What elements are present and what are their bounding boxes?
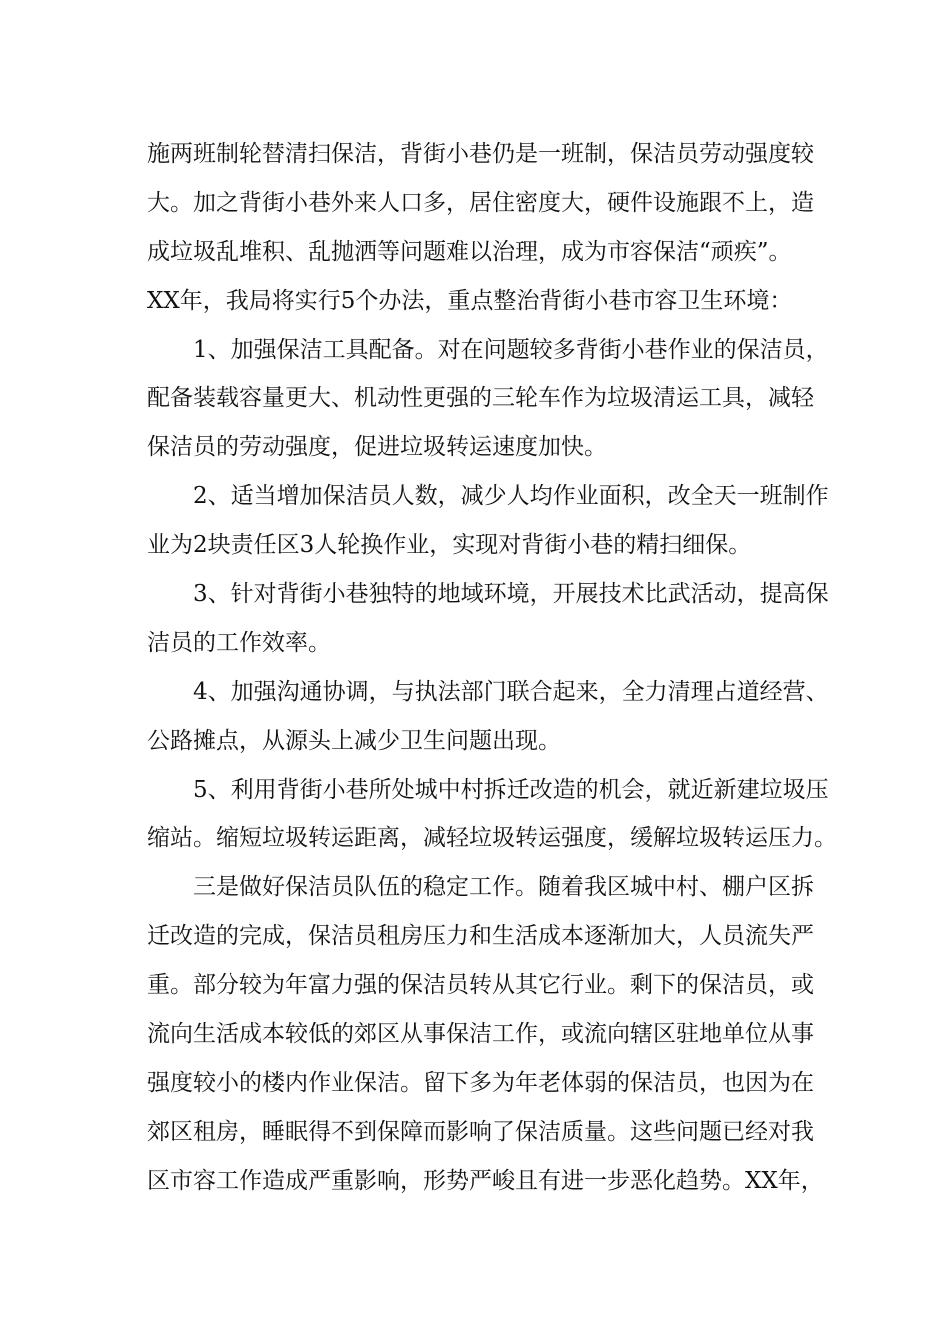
text-line: 配备装载容量更大、机动性更强的三轮车作为垃圾清运工具，减轻	[147, 385, 814, 412]
text-line: 5、利用背街小巷所处城中村拆迁改造的机会，就近新建垃圾压	[193, 776, 829, 803]
text-line: 三是做好保洁员队伍的稳定工作。随着我区城中村、棚户区拆	[193, 874, 814, 901]
text-line: 保洁员的劳动强度，促进垃圾转运速度加快。	[147, 434, 607, 461]
text-line: 成垃圾乱堆积、乱抛洒等问题难以治理，成为市容保洁“顽疾”。	[147, 238, 792, 265]
text-line: 3、针对背街小巷独特的地域环境，开展技术比武活动，提高保	[193, 581, 829, 608]
text-line: 大。加之背街小巷外来人口多，居住密度大，硬件设施跟不上，造	[147, 189, 814, 216]
text-line: 4、加强沟通协调，与执法部门联合起来，全力清理占道经营、	[193, 678, 829, 705]
text-line: 迁改造的完成，保洁员租房压力和生活成本逐渐加大，人员流失严	[147, 923, 814, 950]
text-line: 流向生活成本较低的郊区从事保洁工作，或流向辖区驻地单位从事	[147, 1021, 814, 1048]
text-line: 强度较小的楼内作业保洁。留下多为年老体弱的保洁员，也因为在	[147, 1069, 814, 1096]
text-line: 2、适当增加保洁员人数，减少人均作业面积，改全天一班制作	[193, 483, 829, 510]
text-line: 业为2块责任区3人轮换作业，实现对背街小巷的精扫细保。	[147, 532, 752, 559]
text-line: 施两班制轮替清扫保洁，背街小巷仍是一班制，保洁员劳动强度较	[147, 141, 814, 167]
text-line: 1、加强保洁工具配备。对在问题较多背街小巷作业的保洁员，	[193, 336, 829, 363]
text-line: 区市容工作造成严重影响，形势严峻且有进一步恶化趋势。XX年，	[147, 1167, 824, 1194]
document-body	[147, 130, 837, 1206]
text-line: 公路摊点，从源头上减少卫生问题出现。	[147, 727, 561, 754]
text-line: 重。部分较为年富力强的保洁员转从其它行业。剩下的保洁员，或	[147, 972, 814, 999]
text-line: 郊区租房，睡眠得不到保障而影响了保洁质量。这些问题已经对我	[147, 1118, 814, 1145]
text-line: XX年，我局将实行5个办法，重点整治背街小巷市容卫生环境：	[147, 287, 793, 314]
text-line: 洁员的工作效率。	[147, 629, 331, 656]
text-line: 缩站。缩短垃圾转运距离，减轻垃圾转运强度，缓解垃圾转运压力。	[147, 825, 837, 852]
